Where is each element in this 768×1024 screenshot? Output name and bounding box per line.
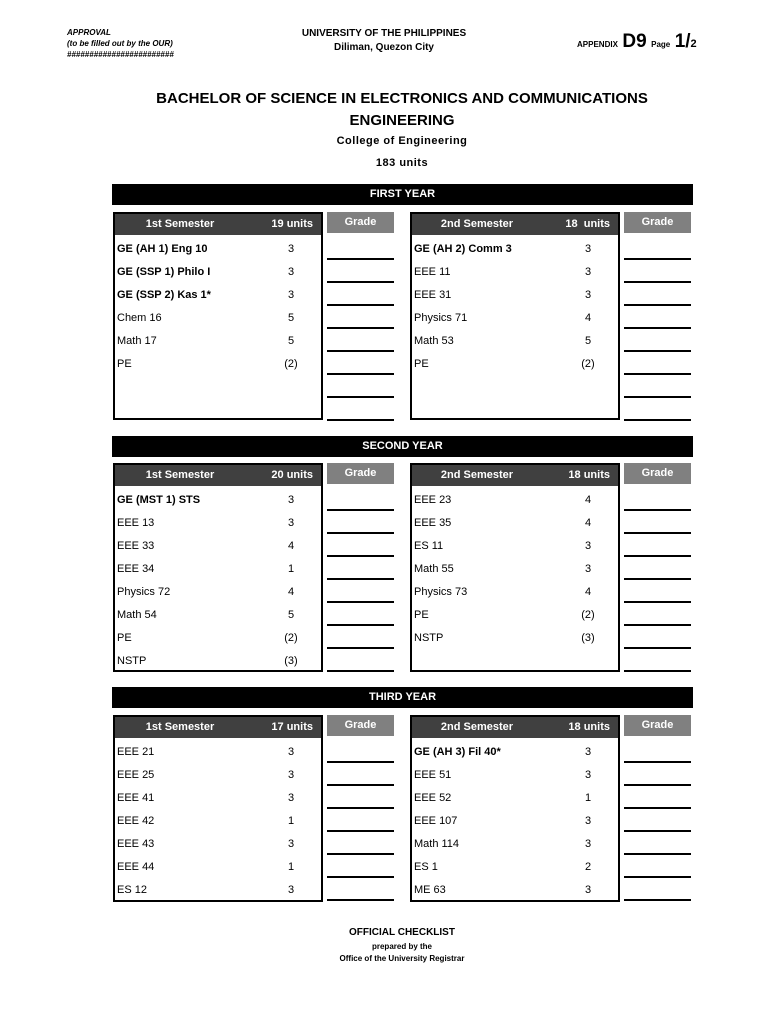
- grade-entry-line[interactable]: [327, 876, 394, 878]
- grade-entry-line[interactable]: [327, 258, 394, 260]
- grade-entry-line[interactable]: [327, 807, 394, 809]
- semester-units: 18 units: [565, 218, 610, 230]
- course-name: GE (AH 1) Eng 10: [117, 243, 208, 255]
- grade-entry-line[interactable]: [327, 601, 394, 603]
- course-name: Math 55: [414, 563, 454, 575]
- grade-entry-line[interactable]: [624, 624, 691, 626]
- course-units: 4: [584, 312, 592, 324]
- grade-entry-line[interactable]: [624, 647, 691, 649]
- semester-box: [410, 715, 620, 902]
- course-row: [414, 744, 614, 760]
- course-units: 3: [287, 494, 295, 506]
- course-name: Physics 73: [414, 586, 468, 598]
- course-units: 1: [287, 815, 295, 827]
- course-row: [117, 767, 317, 783]
- grade-entry-line[interactable]: [327, 350, 394, 352]
- semester-header: [412, 717, 618, 738]
- course-name: EEE 41: [117, 792, 155, 804]
- grade-entry-line[interactable]: [327, 396, 394, 398]
- grade-entry-line[interactable]: [624, 830, 691, 832]
- course-row: [117, 836, 317, 852]
- course-row: [414, 859, 614, 875]
- course-units: 1: [287, 563, 295, 575]
- checklist-title: OFFICIAL CHECKLIST: [349, 927, 455, 938]
- course-name: ES 12: [117, 884, 147, 896]
- course-name: EEE 44: [117, 861, 155, 873]
- course-row: [117, 356, 317, 372]
- course-units: 5: [287, 609, 295, 621]
- semester-name: 2nd Semester: [440, 218, 514, 230]
- course-row: [117, 492, 317, 508]
- registrar-office: Office of the University Registrar: [339, 954, 465, 963]
- course-units: 3: [287, 266, 295, 278]
- course-name: EEE 42: [117, 815, 155, 827]
- semester-box: [113, 212, 323, 420]
- course-name: NSTP: [117, 655, 147, 667]
- course-units: 4: [584, 494, 592, 506]
- course-name: GE (AH 2) Comm 3: [414, 243, 512, 255]
- course-name: EEE 11: [414, 266, 451, 278]
- course-row: [414, 287, 614, 303]
- grade-entry-line[interactable]: [327, 509, 394, 511]
- course-row: [117, 744, 317, 760]
- course-name: GE (MST 1) STS: [117, 494, 201, 506]
- course-row: [117, 515, 317, 531]
- course-name: EEE 51: [414, 769, 452, 781]
- grade-entry-line[interactable]: [327, 555, 394, 557]
- campus-name: Diliman, Quezon City: [333, 42, 434, 53]
- grade-entry-line[interactable]: [327, 532, 394, 534]
- course-units: 5: [287, 312, 295, 324]
- course-row: [117, 333, 317, 349]
- grade-entry-line[interactable]: [624, 761, 691, 763]
- grade-entry-line[interactable]: [624, 555, 691, 557]
- course-units: 3: [584, 815, 592, 827]
- course-row: [414, 607, 614, 623]
- semester-header: [412, 214, 618, 235]
- semester-header: [115, 717, 321, 738]
- grade-entry-line[interactable]: [327, 281, 394, 283]
- page-number: 1/: [674, 31, 691, 52]
- grade-entry-line[interactable]: [624, 807, 691, 809]
- course-name: Math 17: [117, 335, 157, 347]
- grade-entry-line[interactable]: [327, 670, 394, 672]
- course-row: [117, 607, 317, 623]
- semester-units: 19 units: [271, 218, 313, 230]
- course-units: 3: [287, 746, 295, 758]
- semester-name: 1st Semester: [145, 218, 215, 230]
- course-units: 4: [584, 586, 592, 598]
- course-units: 1: [584, 792, 592, 804]
- course-row: [117, 287, 317, 303]
- semester-units: 20 units: [271, 469, 313, 481]
- course-row: [117, 264, 317, 280]
- course-row: [414, 538, 614, 554]
- grade-entry-line[interactable]: [624, 601, 691, 603]
- course-name: EEE 13: [117, 517, 155, 529]
- course-name: GE (AH 3) Fil 40*: [414, 746, 501, 758]
- course-units: (2): [284, 632, 298, 644]
- course-units: 5: [584, 335, 592, 347]
- appendix-label: APPENDIX: [577, 40, 618, 49]
- course-name: EEE 34: [117, 563, 155, 575]
- course-units: 1: [287, 861, 295, 873]
- grade-entry-line[interactable]: [327, 624, 394, 626]
- course-units: 5: [287, 335, 295, 347]
- course-units: 3: [287, 792, 295, 804]
- grade-header: Grade: [327, 715, 394, 736]
- course-units: 3: [287, 769, 295, 781]
- semester-header: [412, 465, 618, 486]
- course-row: [414, 333, 614, 349]
- course-name: EEE 21: [117, 746, 155, 758]
- course-name: EEE 33: [117, 540, 155, 552]
- course-units: 3: [287, 243, 295, 255]
- college-name: College of Engineering: [336, 135, 468, 147]
- semester-header: [115, 465, 321, 486]
- course-units: 3: [584, 243, 592, 255]
- grade-entry-line[interactable]: [624, 327, 691, 329]
- course-name: Math 53: [414, 335, 454, 347]
- course-row: [414, 492, 614, 508]
- course-units: 3: [584, 838, 592, 850]
- course-name: Physics 71: [414, 312, 468, 324]
- course-units: 3: [584, 266, 592, 278]
- semester-name: 2nd Semester: [440, 721, 514, 733]
- course-units: (2): [581, 609, 595, 621]
- course-name: GE (SSP 1) Philo I: [117, 266, 211, 278]
- course-units: 3: [287, 289, 295, 301]
- grade-entry-line[interactable]: [327, 899, 394, 901]
- course-name: EEE 35: [414, 517, 452, 529]
- grade-entry-line[interactable]: [624, 509, 691, 511]
- course-row: [414, 882, 614, 898]
- course-row: [414, 561, 614, 577]
- course-name: PE: [414, 609, 429, 621]
- grade-header: Grade: [327, 212, 394, 233]
- course-units: 4: [584, 517, 592, 529]
- grade-entry-line[interactable]: [327, 784, 394, 786]
- course-row: [414, 813, 614, 829]
- course-units: 3: [584, 289, 592, 301]
- course-row: [117, 653, 317, 669]
- grade-header: Grade: [624, 463, 691, 484]
- course-units: (3): [284, 655, 298, 667]
- course-name: EEE 23: [414, 494, 452, 506]
- prepared-by: prepared by the: [371, 942, 432, 951]
- course-units: 3: [287, 838, 295, 850]
- semester-box: [410, 212, 620, 420]
- course-name: EEE 31: [414, 289, 452, 301]
- grade-entry-line[interactable]: [327, 761, 394, 763]
- semester-name: 2nd Semester: [440, 469, 514, 481]
- course-units: 3: [287, 517, 295, 529]
- course-row: [117, 790, 317, 806]
- course-row: [117, 630, 317, 646]
- course-units: (3): [581, 632, 595, 644]
- course-row: [414, 790, 614, 806]
- semester-box: [410, 463, 620, 672]
- semester-name: 1st Semester: [145, 469, 215, 481]
- approval-label: APPROVAL: [67, 28, 111, 37]
- grade-entry-line[interactable]: [624, 532, 691, 534]
- course-name: Math 54: [117, 609, 157, 621]
- grade-entry-line[interactable]: [624, 670, 691, 672]
- semester-name: 1st Semester: [145, 721, 215, 733]
- grade-entry-line[interactable]: [624, 258, 691, 260]
- university-name: UNIVERSITY OF THE PHILIPPINES: [301, 28, 467, 39]
- grade-entry-line[interactable]: [624, 304, 691, 306]
- total-units: 183 units: [375, 157, 429, 169]
- course-name: EEE 25: [117, 769, 155, 781]
- course-row: [414, 767, 614, 783]
- grade-entry-line[interactable]: [624, 899, 691, 901]
- grade-entry-line[interactable]: [624, 350, 691, 352]
- course-name: EEE 107: [414, 815, 458, 827]
- course-name: Math 114: [414, 838, 460, 850]
- appendix-block: [577, 31, 697, 53]
- semester-header: [115, 214, 321, 235]
- year-header: SECOND YEAR: [112, 436, 693, 457]
- semester-units: 17 units: [271, 721, 313, 733]
- approval-hash: ########################: [67, 50, 174, 59]
- course-name: EEE 52: [414, 792, 452, 804]
- course-row: [414, 836, 614, 852]
- course-row: [414, 310, 614, 326]
- course-units: 2: [584, 861, 592, 873]
- course-units: (2): [581, 358, 595, 370]
- grade-entry-line[interactable]: [624, 876, 691, 878]
- course-row: [117, 241, 317, 257]
- course-name: PE: [414, 358, 429, 370]
- course-row: [117, 538, 317, 554]
- course-units: 3: [584, 540, 592, 552]
- grade-entry-line[interactable]: [624, 281, 691, 283]
- semester-units: 18 units: [568, 469, 610, 481]
- course-units: 3: [287, 884, 295, 896]
- semester-box: [113, 715, 323, 902]
- course-name: EEE 43: [117, 838, 155, 850]
- page-label: Page: [651, 40, 671, 49]
- grade-entry-line[interactable]: [327, 853, 394, 855]
- course-row: [117, 859, 317, 875]
- course-row: [414, 584, 614, 600]
- course-units: (2): [284, 358, 298, 370]
- course-units: 3: [584, 769, 592, 781]
- course-name: ME 63: [414, 884, 446, 896]
- page-total: 2: [690, 38, 697, 50]
- approval-note: (to be filled out by the OUR): [67, 39, 173, 48]
- grade-entry-line[interactable]: [327, 578, 394, 580]
- grade-entry-line[interactable]: [624, 396, 691, 398]
- year-header: FIRST YEAR: [112, 184, 693, 205]
- grade-entry-line[interactable]: [624, 373, 691, 375]
- grade-header: Grade: [624, 715, 691, 736]
- course-row: [414, 241, 614, 257]
- course-row: [414, 515, 614, 531]
- course-name: GE (SSP 2) Kas 1*: [117, 289, 211, 301]
- grade-entry-line[interactable]: [327, 419, 394, 421]
- course-row: [414, 264, 614, 280]
- course-name: Chem 16: [117, 312, 162, 324]
- grade-entry-line[interactable]: [624, 419, 691, 421]
- grade-entry-line[interactable]: [327, 830, 394, 832]
- grade-entry-line[interactable]: [327, 647, 394, 649]
- course-units: 4: [287, 540, 295, 552]
- course-row: [117, 882, 317, 898]
- course-name: NSTP: [414, 632, 444, 644]
- grade-header: Grade: [624, 212, 691, 233]
- course-row: [117, 310, 317, 326]
- course-name: PE: [117, 358, 132, 370]
- semester-box: [113, 463, 323, 672]
- course-name: ES 1: [414, 861, 438, 873]
- appendix-code: D9: [622, 31, 647, 52]
- grade-entry-line[interactable]: [327, 304, 394, 306]
- course-row: [414, 356, 614, 372]
- course-units: 3: [584, 746, 592, 758]
- course-row: [117, 813, 317, 829]
- course-units: 3: [584, 884, 592, 896]
- course-name: ES 11: [414, 540, 444, 552]
- course-units: 4: [287, 586, 295, 598]
- semester-units: 18 units: [568, 721, 610, 733]
- grade-entry-line[interactable]: [624, 578, 691, 580]
- course-units: 3: [584, 563, 592, 575]
- course-row: [414, 630, 614, 646]
- course-name: PE: [117, 632, 132, 644]
- grade-header: Grade: [327, 463, 394, 484]
- course-row: [117, 561, 317, 577]
- program-title-line2: ENGINEERING: [349, 112, 455, 129]
- program-title-line1: BACHELOR OF SCIENCE IN ELECTRONICS AND COMMUNICATIONS: [156, 90, 648, 107]
- course-row: [117, 584, 317, 600]
- grade-entry-line[interactable]: [327, 327, 394, 329]
- year-header: THIRD YEAR: [112, 687, 693, 708]
- grade-entry-line[interactable]: [327, 373, 394, 375]
- program-title: [0, 88, 768, 132]
- grade-entry-line[interactable]: [624, 784, 691, 786]
- grade-entry-line[interactable]: [624, 853, 691, 855]
- course-name: Physics 72: [117, 586, 171, 598]
